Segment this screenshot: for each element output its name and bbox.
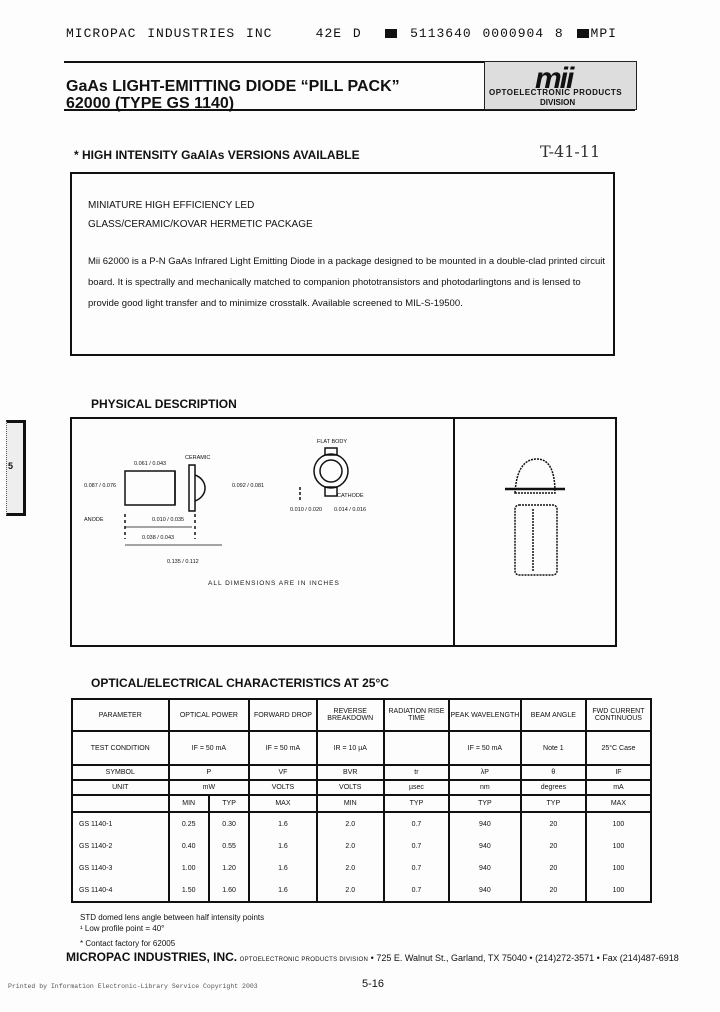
optical-characteristics-heading: OPTICAL/ELECTRICAL CHARACTERISTICS AT 25°C [91,676,389,690]
table-cell: 20 [521,835,586,857]
table-cell: 940 [449,857,521,879]
document-header-line [66,26,617,41]
table-cell: 2.0 [317,812,384,835]
handwritten-code: T-41-11 [540,142,601,161]
table-header-row [72,699,651,731]
table-cell: VF [249,765,316,780]
table-row [72,879,651,902]
dimension-label: 0.087 / 0.076 [84,483,117,489]
barcode-block-icon [577,29,589,38]
table-cell: 20 [521,857,586,879]
table-cell: 2.0 [317,835,384,857]
table-cell: 1.6 [249,857,316,879]
table-cell: 0.7 [384,835,449,857]
part-number-cell: GS 1140-3 [72,857,169,879]
table-cell: mW [169,780,250,795]
part-number-cell: GS 1140-2 [72,835,169,857]
dimension-label: 0.092 / 0.081 [232,483,265,489]
table-cell: nm [449,780,521,795]
dimensions-note: ALL DIMENSIONS ARE IN INCHES [208,580,340,587]
product-description: Mii 62000 is a P-N GaAs Infrared Light Emitting Diode in a package designed to be mounted in a double-clad printed circuit board. It is spectrally and mechanically matched to companion phototransistors and photodarlingtons and is lensed to provide good light transfer and to minimize crosstalk. Available screened to MIL-S-19500. [88,256,605,309]
feature-item: MINIATURE HIGH EFFICIENCY LED [88,200,255,211]
table-cell: 20 [521,879,586,902]
table-cell: 2.0 [317,879,384,902]
table-cell: 0.25 [169,812,209,835]
dimension-drawing-panel [70,417,455,647]
table-cell: IF = 50 mA [449,731,521,765]
table-row [72,812,651,835]
table-cell: 0.40 [169,835,209,857]
table-cell: 100 [586,835,651,857]
table-cell: TYP [521,795,586,812]
footnote: ¹ Low profile point = 40° [80,924,165,933]
table-cell: 0.7 [384,812,449,835]
table-cell: MAX [249,795,316,812]
part-number-cell: GS 1140-1 [72,812,169,835]
table-row [72,857,651,879]
package-outline-drawing [72,419,455,645]
footnote: * Contact factory for 62005 [80,939,176,948]
table-cell: 1.50 [169,879,209,902]
table-cell: IF = 50 mA [169,731,250,765]
header-cell: BEAM ANGLE [521,699,586,731]
table-cell: Note 1 [521,731,586,765]
package-photo-panel [453,417,617,647]
table-cell: 1.6 [249,812,316,835]
footer-address: • 725 E. Walnut St., Garland, TX 75040 • (214)272-3571 • Fax (214)487-6918 [370,953,679,963]
header-code2: 5113640 0000904 8 [410,26,564,41]
table-cell: TYP [449,795,521,812]
dimension-label: 0.135 / 0.112 [167,559,199,565]
min-max-row [72,795,651,812]
company-logo [484,61,637,110]
feature-item: GLASS/CERAMIC/KOVAR HERMETIC PACKAGE [88,219,313,230]
dimension-label: 0.010 / 0.035 [152,517,185,523]
table-cell [72,795,169,812]
header-cell: OPTICAL POWER [169,699,250,731]
table-cell: UNIT [72,780,169,795]
table-cell [384,731,449,765]
table-cell: MAX [586,795,651,812]
footer-division: OPTOELECTRONIC PRODUCTS DIVISION [239,957,369,963]
table-cell: MIN [317,795,384,812]
table-cell: IR = 10 µA [317,731,384,765]
led-package-photo [455,419,615,645]
footnote: STD domed lens angle between half intensity points [80,913,265,922]
logo-mark: mii [535,62,573,95]
table-cell: degrees [521,780,586,795]
table-cell: TYP [384,795,449,812]
table-cell: IF [586,765,651,780]
dimension-label: 0.038 / 0.043 [142,535,175,541]
header-code3: MPI [590,26,617,41]
table-cell: 100 [586,812,651,835]
table-cell: VOLTS [317,780,384,795]
table-cell: 0.30 [209,812,249,835]
table-cell: BVR [317,765,384,780]
table-cell: 1.6 [249,835,316,857]
table-cell: 0.55 [209,835,249,857]
header-cell: REVERSE BREAKDOWN [317,699,384,731]
table-cell: tr [384,765,449,780]
table-cell: mA [586,780,651,795]
company-footer [66,950,679,964]
page-number: 5-16 [362,978,385,990]
characteristics-table [71,698,652,903]
print-copyright: Printed by Information Electronic-Library Service Copyright 2003 [8,983,258,990]
header-cell: PARAMETER [72,699,169,731]
table-cell: 1.60 [209,879,249,902]
table-cell: 100 [586,857,651,879]
table-cell: θ [521,765,586,780]
table-cell: TEST CONDITION [72,731,169,765]
table-cell: 0.7 [384,857,449,879]
table-cell: 1.20 [209,857,249,879]
table-cell: 940 [449,879,521,902]
header-cell: PEAK WAVELENGTH [449,699,521,731]
part-number-cell: GS 1140-4 [72,879,169,902]
table-cell: λP [449,765,521,780]
logo-division-line2: DIVISION [540,98,576,107]
footer-company: MICROPAC INDUSTRIES, INC. [66,950,238,964]
section-side-tab [6,420,26,516]
side-tab-label: 5 [8,461,14,471]
table-row [72,835,651,857]
table-cell: 100 [586,879,651,902]
table-cell: 940 [449,812,521,835]
ceramic-label: CERAMIC [185,455,211,461]
symbol-row [72,765,651,780]
table-cell: VOLTS [249,780,316,795]
product-subtitle: 62000 (TYPE GS 1140) [66,95,235,112]
table-cell: IF = 50 mA [249,731,316,765]
footnotes [80,912,264,949]
table-cell: 2.0 [317,857,384,879]
table-cell: 1.00 [169,857,209,879]
unit-row [72,780,651,795]
header-cell: FWD CURRENT CONTINUOUS [586,699,651,731]
anode-label: ANODE [84,517,104,523]
table-cell: 25°C Case [586,731,651,765]
table-cell: 0.7 [384,879,449,902]
header-cell: RADIATION RISE TIME [384,699,449,731]
header-company: MICROPAC INDUSTRIES INC [66,26,273,41]
header-cell: FORWARD DROP [249,699,316,731]
product-title: GaAs LIGHT-EMITTING DIODE “PILL PACK” [66,78,400,95]
table-cell: TYP [209,795,249,812]
table-cell: MIN [169,795,209,812]
table-cell: 1.6 [249,879,316,902]
physical-description-heading: PHYSICAL DESCRIPTION [91,397,237,411]
dimension-label: 0.061 / 0.043 [134,461,167,467]
cathode-label: CATHODE [337,493,364,499]
table-cell: SYMBOL [72,765,169,780]
header-code1: 42E D [315,26,362,41]
dimension-label: 0.014 / 0.016 [334,507,367,513]
flat-body-label: FLAT BODY [317,439,348,445]
table-cell: 20 [521,812,586,835]
table-cell: µsec [384,780,449,795]
table-cell: P [169,765,250,780]
highlight-note: * HIGH INTENSITY GaAlAs VERSIONS AVAILABLE [74,148,360,162]
logo-division-line1: OPTOELECTRONIC PRODUCTS [489,88,623,97]
dimension-label: 0.010 / 0.020 [290,507,323,513]
barcode-block-icon [385,29,397,38]
table-cell: 940 [449,835,521,857]
test-condition-row [72,731,651,765]
